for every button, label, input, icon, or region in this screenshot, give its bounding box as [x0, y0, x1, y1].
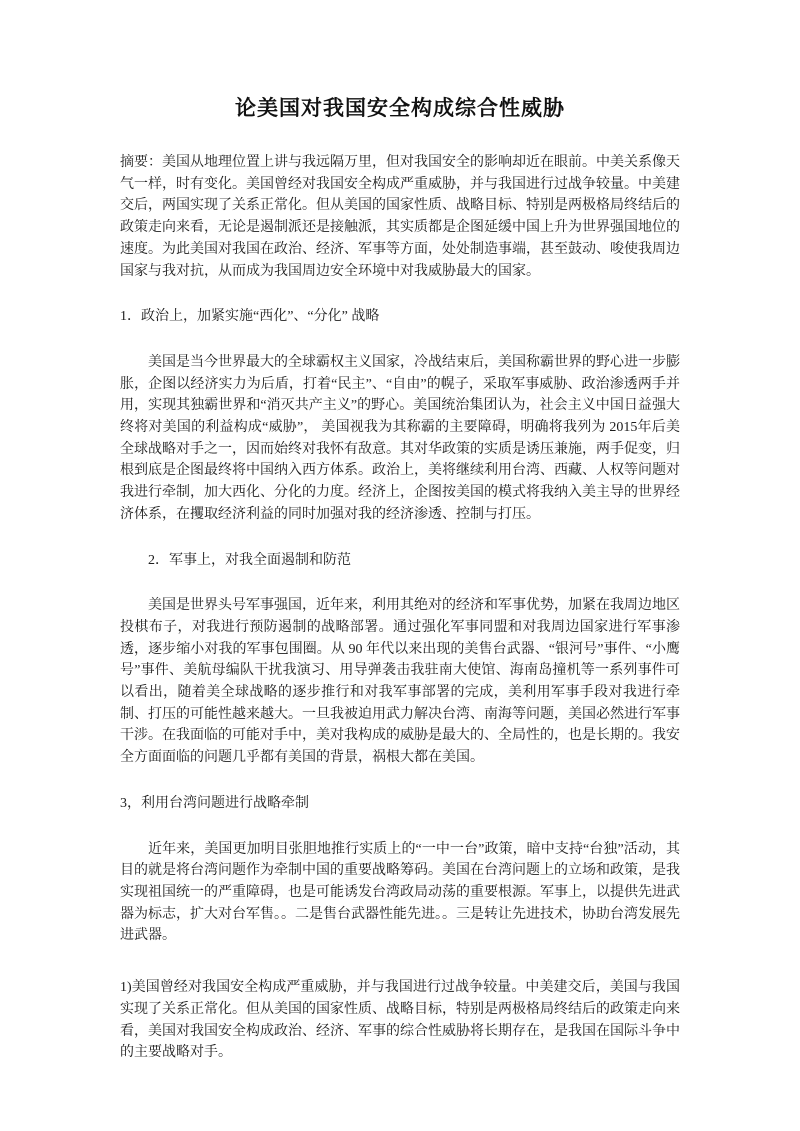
section-3-heading: 3，利用台湾问题进行战略牵制: [120, 795, 309, 811]
section-2-paragraph: 美国是世界头号军事强国，近年来，利用其绝对的经济和军事优势，加紧在我周边地区投棋布子，对我进行预防遏制的战略部署。通过强化军事同盟和对我周边国家进行军事渗透，逐步缩小对我的军事包围圈。从 90 年代以来出现的美售台武器、“银河号”事件、“小鹰号”事件、美航母编队干扰我演习、用导弹袭击我驻南大使馆、海南岛撞机等一系列事件可以看出，随着美全球战略的逐步推行和对我军事部署的完成，美利用军事手段对我进行牵制、打压的可能性越来越大。一旦我被迫用武力解决台湾、南海等问题，美国必然进行军事干涉。在我面临的可能对手中，美对我构成的威胁是最大的、全局性的，也是长期的。我安全方面面临的问题几乎都有美国的背景，祸根大都在美国。: [120, 598, 680, 766]
abstract-paragraph: 摘要：美国从地理位置上讲与我远隔万里，但对我国安全的影响却近在眼前。中美关系像天气一样，时有变化。美国曾经对我国安全构成严重威胁，并与我国进行过战争较量。中美建交后，两国实现了关系正常化。但从美国的国家性质、战略目标、特别是两极格局终结后的政策走向来看，无论是遏制派还是接触派，其实质都是企图延缓中国上升为世界强国地位的速度。为此美国对我国在政治、经济、军事等方面，处处制造事端，甚至鼓动、唆使我周边国家与我对抗，从而成为我国周边安全环境中对我威胁最大的国家。: [120, 155, 680, 279]
section-1-heading: 1．政治上，加紧实施“西化”、“分化” 战略: [120, 309, 380, 325]
document-title: 论美国对我国安全构成综合性威胁: [235, 96, 565, 120]
section-2-heading: 2．军事上，对我全面遏制和防范: [148, 552, 351, 568]
conclusion-paragraph: 1)美国曾经对我国安全构成严重威胁，并与我国进行过战争较量。中美建交后，美国与我国实现了关系正常化。但从美国的国家性质、战略目标，特别是两极格局终结后的政策走向来看，美国对我国安全构成政治、经济、军事的综合性威胁将长期存在，是我国在国际斗争中的主要战略对手。: [120, 980, 680, 1061]
section-3-paragraph: 近年来，美国更加明目张胆地推行实质上的“一中一台”政策，暗中支持“台独”活动，其目的就是将台湾问题作为牵制中国的重要战略筹码。美国在台湾问题上的立场和政策，是我实现祖国统一的严重障碍，也是可能诱发台湾政局动荡的重要根源。军事上，以提供先进武器为标志，扩大对台军售。。二是售台武器性能先进。。三是转让先进技术，协助台湾发展先进武器。: [120, 841, 680, 944]
section-1-paragraph: 美国是当今世界最大的全球霸权主义国家，冷战结束后，美国称霸世界的野心进一步膨胀，企图以经济实力为后盾，打着“民主”、“自由”的幌子，采取军事威胁、政治渗透两手并用，实现其独霸世界和“消灭共产主义”的野心。美国统治集团认为，社会主义中国日益强大终将对美国的利益构成“威胁”， 美国视我为其称霸的主要障碍，明确将我列为 2015年后美全球战略对手之一，因而始终对我怀有敌意。其对华政策的实质是诱压兼施，两手促变，归根到底是企图最终将中国纳入西方体系。政治上，美将继续利用台湾、西藏、人权等问题对我进行牵制，加大西化、分化的力度。经济上，企图按美国的模式将我纳入美主导的世界经济体系，在攫取经济利益的同时加强对我的经济渗透、控制与打压。: [120, 354, 680, 522]
